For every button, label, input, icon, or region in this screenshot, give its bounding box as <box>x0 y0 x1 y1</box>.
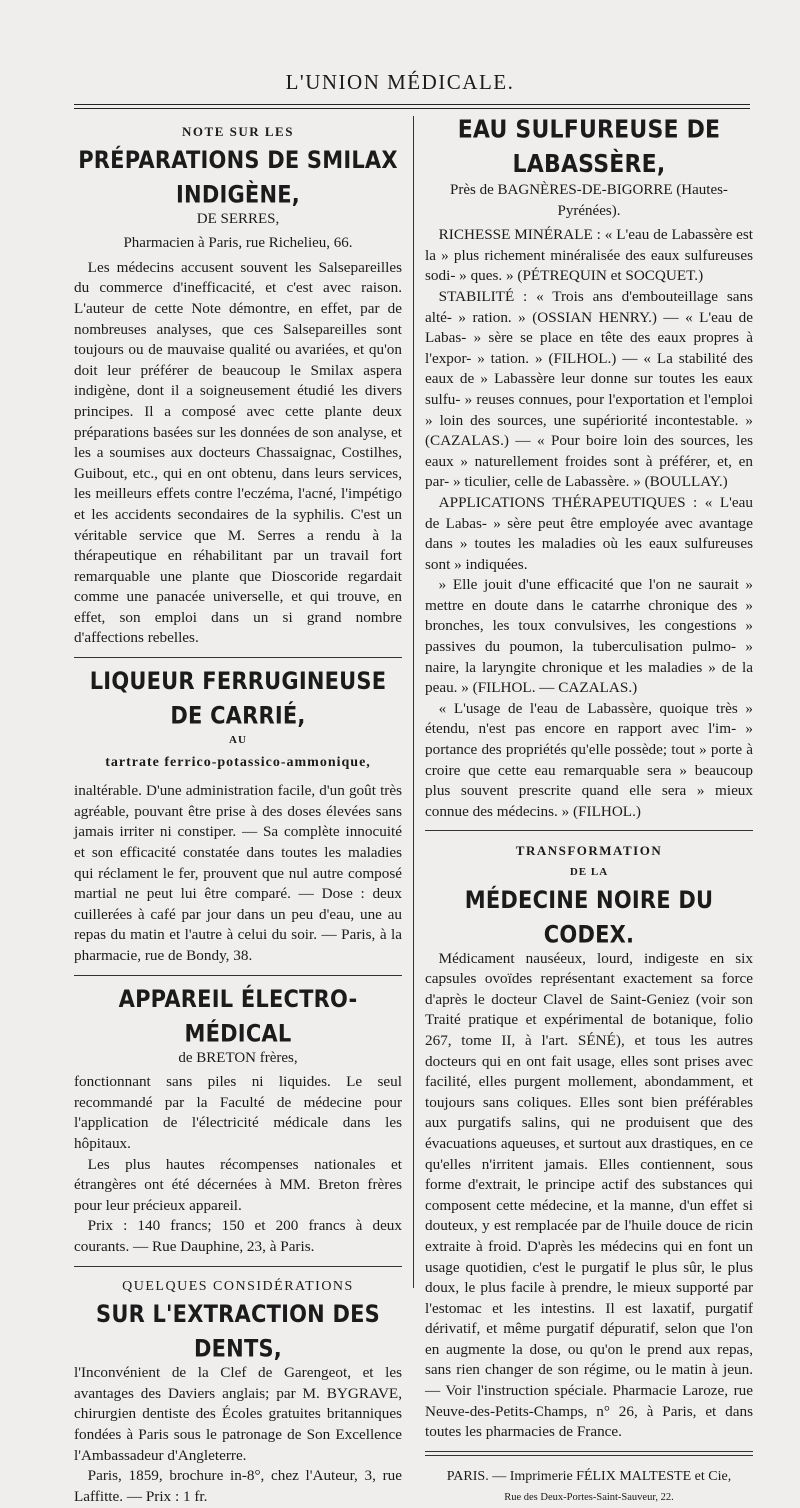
dents-kicker: QUELQUES CONSIDÉRATIONS <box>122 1278 354 1294</box>
dents-body-1: l'Inconvénient de la Clef de Garengeot, et les avantages des Daviers anglais; par M. BYGRAVE, chirurgien dentiste des Écoles gratuites britanniques fondées à Paris sous le patronage de Son Excellence l'Ambassadeur d'Angleterre. <box>74 1364 402 1464</box>
running-title: L'UNION MÉDICALE. <box>285 70 515 94</box>
breton-body-2: Les plus hautes récompenses nationales et étrangères ont été décernées à MM. Breton frères pour leur précieux appareil. <box>74 1155 402 1214</box>
section-separator <box>74 1266 402 1267</box>
smilax-notice <box>74 122 402 649</box>
breton-body-1: fonctionnant sans piles ni liquides. Le seul recommandé par la Faculté de médecine pour l'application de l'électricité médicale dans les hôpitaux. <box>74 1073 402 1152</box>
smilax-address: Pharmacien à Paris, rue Richelieu, 66. <box>123 235 353 252</box>
header-rule <box>74 108 750 109</box>
breton-body-3: Prix : 140 francs; 150 et 200 francs à deux courants. — Rue Dauphine, 23, à Paris. <box>74 1217 402 1255</box>
labassere-usage: « L'usage de l'eau de Labassère, quoique très » étendu, n'est pas encore en rapport avec l'im- » portance des propriétés qu'elle possède; tout » porte à croire que cette eau remarquable sera » beaucoup plus souvent prescrite quand elle sera » mieux connue des médecins. » (FILHOL.) <box>425 699 753 820</box>
right-column <box>425 114 753 1508</box>
carrie-au: AU <box>229 734 247 747</box>
section-separator <box>74 657 402 658</box>
labassere-title: EAU SULFUREUSE DE LABASSÈRE, <box>457 115 721 180</box>
labassere-stabilite: STABILITÉ : « Trois ans d'embouteillage sans alté- » ration. » (OSSIAN HENRY.) — « L'eau de Labas- » sère se place en tête des eaux propres à l'expor- » tation. » (FILHOL.) — « La stabilité des eaux de » Labassère leur donne sur toutes les eaux sulfu- » reuses connues, pour l'exportation et l'emploi » loin des sources, une supériorité incontestable. » (CAZALAS.) — « Pour boire loin des sources, les eaux » naturellement froides sont à préférer, et, en par- » ticulier, celle de Labassère. » (BOULLAY.) <box>425 287 753 491</box>
labassere-richesse: RICHESSE MINÉRALE : « L'eau de Labassère est la » plus richement minéralisée des eaux sulfureuses sodi- » ques. » (PÉTREQUIN et SOCQUET.) <box>425 226 753 285</box>
column-divider <box>413 116 414 1288</box>
section-separator <box>74 975 402 976</box>
carrie-notice <box>74 668 402 967</box>
codex-notice <box>425 841 753 1442</box>
imprint-address: Rue des Deux-Portes-Saint-Sauveur, 22. <box>504 1491 674 1503</box>
labassere-notice <box>425 115 753 822</box>
labassere-efficacite: » Elle jouit d'une efficacité que l'on ne saurait » mettre en doute dans le catarrhe chronique des » bronches, les toux convulsives, les congestions » passives du poumon, la tuberculisation pulmo- » naire, la laryngite chronique et les maladies » de la peau. » (FILHOL. — CAZALAS.) <box>425 576 753 697</box>
carrie-title: LIQUEUR FERRUGINEUSE DE CARRIÉ, <box>89 667 387 730</box>
smilax-kicker: NOTE SUR LES <box>182 124 294 139</box>
dents-notice <box>74 1277 402 1508</box>
smilax-body: Les médecins accusent souvent les Salsepareilles du commerce d'inefficacité, et c'est avec raison. L'auteur de cette Note démontre, en effet, par de nombreuses analyses, que ces Salsepareilles sont toujours ou de mauvaise qualité ou avariées, et qu'on doit leur préférer de beaucoup le Smilax aspera indigène, dont il a soigneusement étudié les divers principes. Il a composé avec cette plante deux préparations basées sur les données de son analyse, et les a soumises aux docteurs Chassaignac, Costilhes, Guibout, etc., qui en ont obtenu, dans leurs services, les meilleurs effets contre l'eczéma, l'acné, l'impétigo et les accidents secondaires de la syphilis. C'est un véritable service que M. Serres a rendu à la thérapeutique en réhabilitant par un travail fort remarquable une plante que Dioscoride regardait comme une panacée universelle, et qui trouve, en effet, son emploi dans un si grand nombre d'affections rebelles. <box>74 258 402 647</box>
codex-kicker: TRANSFORMATION <box>515 843 663 859</box>
imprint-line: PARIS. — Imprimerie FÉLIX MALTESTE et Cie, <box>446 1468 732 1484</box>
imprint-separator <box>425 1451 753 1456</box>
carrie-subtitle: tartrate ferrico-potassico-ammonique, <box>105 754 371 770</box>
dents-title: SUR L'EXTRACTION DES DENTS, <box>96 1300 380 1363</box>
dents-body-2: Paris, 1859, brochure in-8°, chez l'Auteur, 3, rue Laffitte. — Prix : 1 fr. <box>74 1467 402 1505</box>
codex-de-la: DE LA <box>569 866 609 878</box>
breton-title: APPAREIL ÉLECTRO-MÉDICAL <box>118 984 358 1047</box>
smilax-title: PRÉPARATIONS DE SMILAX INDIGÈNE, <box>78 145 398 208</box>
section-separator <box>425 830 753 831</box>
labassere-applications: APPLICATIONS THÉRAPEUTIQUES : « L'eau de Labas- » sère peut être employée avec avantage dans » toutes les maladies où les eaux sulfureuses sont » indiquées. <box>425 493 753 573</box>
breton-notice <box>74 986 402 1258</box>
labassere-location: Près de BAGNÈRES-DE-BIGORRE (Hautes-Pyrénées). <box>450 182 728 219</box>
header-rule <box>74 104 750 105</box>
smilax-author: DE SERRES, <box>196 210 280 227</box>
codex-body: Médicament nauséeux, lourd, indigeste en six capsules ovoïdes représentant exactement sa force d'après le docteur Clavel de Saint-Geniez (voir son Traité pratique et expérimental de botanique, folio 267, tome II, à l'art. SÉNÉ), et tous les autres docteurs qui en ont fait usage, elles sont prises avec facilité, elles purgent mollement, abondamment, et toujours sans coliques. Elles sont bien préférables aux purgatifs salins, qui ne produisent que des évacuations aqueuses, et surtout aux drastiques, en ce qu'elles n'irritent jamais. Elles contiennent, sous forme d'extrait, le principe actif des substances qui composent cette médecine, et la manne, d'un effet si douteux, y est remplacée par de l'huile douce de ricin extraite à froid. D'après les médecins qui en font un usage quotidien, c'est le purgatif le plus sûr, le plus doux, le plus facile à prendre, le mieux supporté par l'estomac et les intestins. Il est laxatif, purgatif dérivatif, et même purgatif dépuratif, selon que l'on en augmente la dose, ou qu'on le prend aux repas, sans rien changer de son régime, ou le matin à jeun. — Voir l'instruction spéciale. Pharmacie Laroze, rue Neuve-des-Petits-Champs, n° 26, à Paris, et dans toutes les pharmacies de France. <box>425 949 753 1441</box>
left-column <box>74 114 402 1507</box>
breton-maker: de BRETON frères, <box>178 1049 298 1066</box>
imprint <box>425 1466 753 1508</box>
carrie-body: inaltérable. D'une administration facile, d'un goût très agréable, pouvant être prise à des doses élevées sans jamais irriter ni constiper. — Sa complète innocuité et son efficacité constatée dans toutes les maladies qui réclament le fer, prouvent que nul autre composé martial ne peut lui être comparé. — Dose : deux cuillerées à café par jour dans un peu d'eau, une au repas du matin et l'autre à celui du soir. — Paris, à la pharmacie, rue de Bondy, 38. <box>74 782 402 964</box>
codex-title: MÉDECINE NOIRE DU CODEX. <box>464 885 714 948</box>
